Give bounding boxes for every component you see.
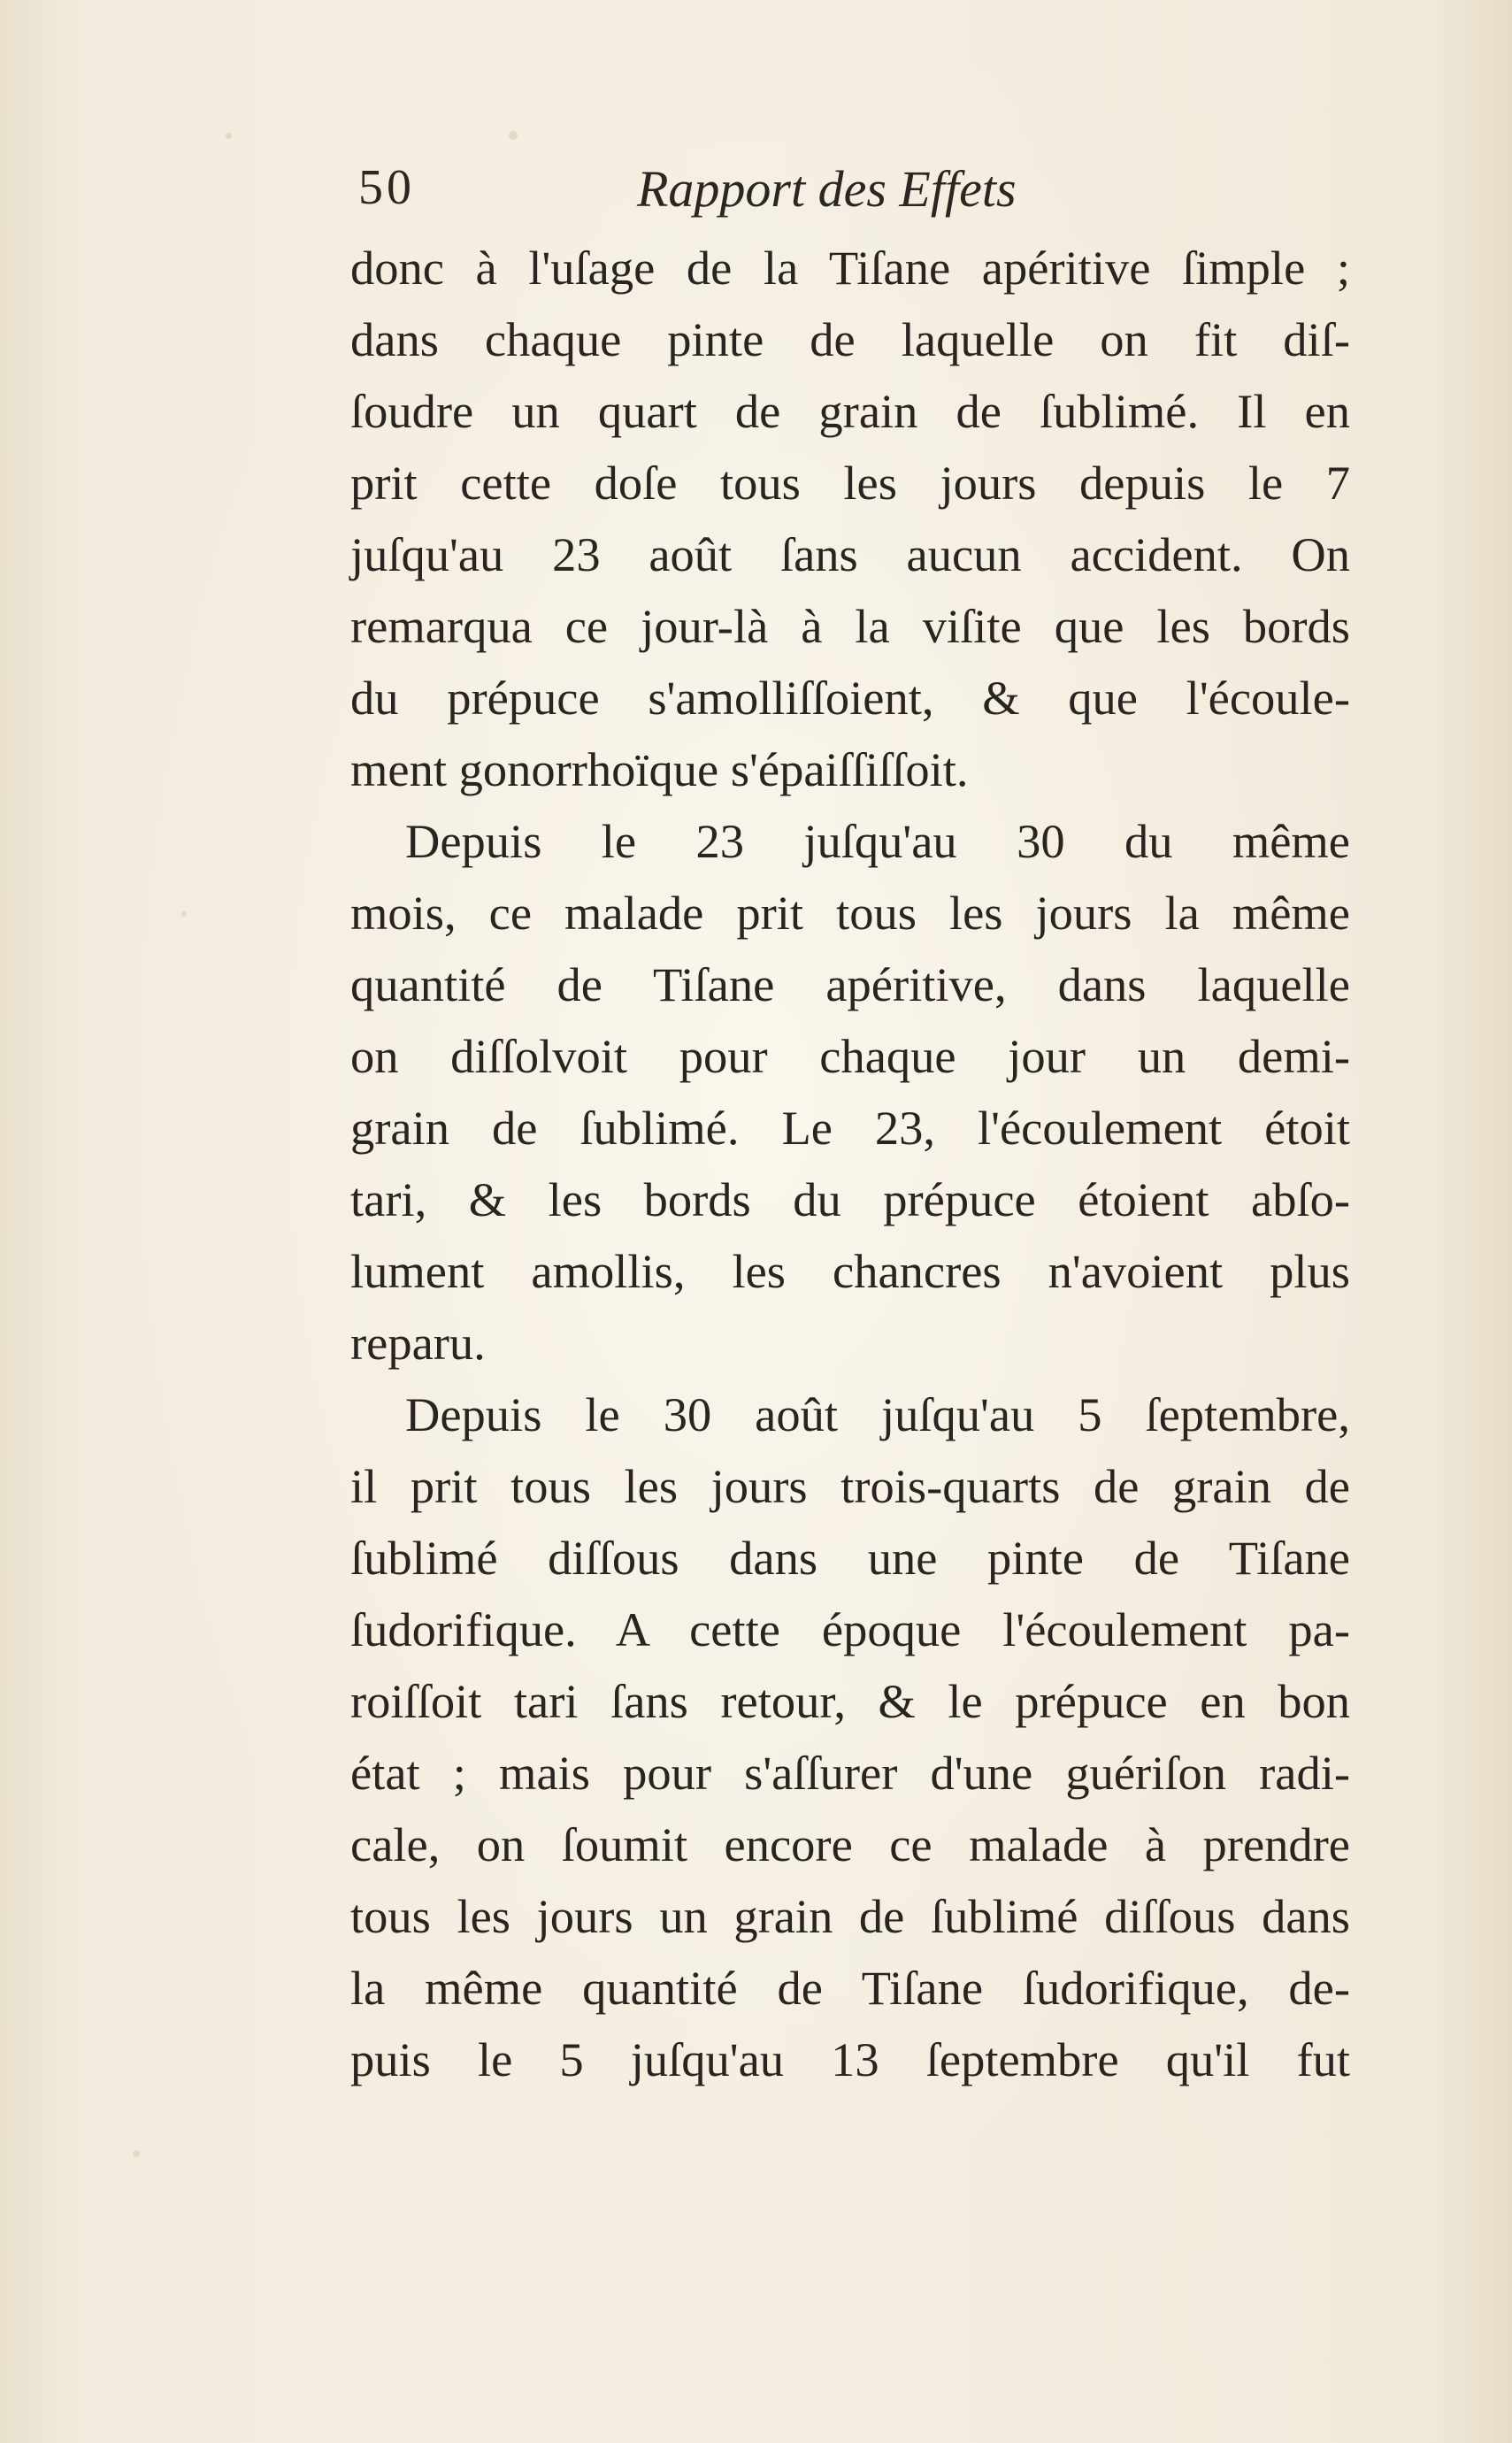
foxing-spot xyxy=(226,133,232,139)
text-line: roiſſoit tari ſans retour, & le prépuce en bon xyxy=(350,1674,1350,1728)
foxing-spot xyxy=(133,2150,140,2157)
foxing-spot xyxy=(181,911,187,917)
text-line: ſublimé diſſous dans une pinte de Tiſane xyxy=(350,1531,1350,1585)
text-line: grain de ſublimé. Le 23, l'écoulement étoit xyxy=(350,1101,1350,1155)
text-line: Depuis le 30 août juſqu'au 5 ſeptembre, xyxy=(405,1387,1350,1441)
paragraph xyxy=(350,1379,1350,2095)
text-line: reparu. xyxy=(350,1316,486,1370)
text-line: cale, on ſoumit encore ce malade à prendre xyxy=(350,1817,1350,1871)
text-line: du prépuce s'amolliſſoient, & que l'écoule- xyxy=(350,671,1350,725)
text-line: la même quantité de Tiſane ſudorifique, de- xyxy=(350,1961,1350,2015)
paragraph xyxy=(350,232,1350,805)
text-line: prit cette doſe tous les jours depuis le 7 xyxy=(350,456,1350,510)
text-line: il prit tous les jours trois-quarts de grain de xyxy=(350,1459,1350,1513)
running-header xyxy=(358,159,1358,230)
text-line: tari, & les bords du prépuce étoient abſo- xyxy=(350,1172,1350,1226)
foxing-spot xyxy=(509,131,518,140)
text-line: remarqua ce jour-là à la viſite que les bords xyxy=(350,599,1350,653)
text-line: lument amollis, les chancres n'avoient plus xyxy=(350,1244,1350,1298)
text-line: puis le 5 juſqu'au 13 ſeptembre qu'il fut xyxy=(350,2032,1350,2086)
text-line: ſudorifique. A cette époque l'écoulement pa- xyxy=(350,1602,1350,1656)
text-line: dans chaque pinte de laquelle on fit diſ- xyxy=(350,312,1350,366)
text-line: mois, ce malade prit tous les jours la même xyxy=(350,886,1350,940)
text-line: juſqu'au 23 août ſans aucun accident. On xyxy=(350,527,1350,581)
text-line: Depuis le 23 juſqu'au 30 du même xyxy=(405,814,1350,868)
text-line: on diſſolvoit pour chaque jour un demi- xyxy=(350,1029,1350,1083)
running-title: Rapport des Effets xyxy=(637,160,1017,218)
text-line: tous les jours un grain de ſublimé diſſous dans xyxy=(350,1889,1350,1943)
text-line: ment gonorrhoïque s'épaiſſiſſoit. xyxy=(350,742,969,796)
text-line: état ; mais pour s'aſſurer d'une guériſon radi- xyxy=(350,1746,1350,1800)
text-line: donc à l'uſage de la Tiſane apéritive ſimple ; xyxy=(350,241,1350,295)
text-line: quantité de Tiſane apéritive, dans laquelle xyxy=(350,957,1350,1011)
body-text xyxy=(350,232,1350,2095)
paragraph xyxy=(350,805,1350,1379)
page-number: 50 xyxy=(358,160,415,215)
text-line: ſoudre un quart de grain de ſublimé. Il en xyxy=(350,384,1350,438)
